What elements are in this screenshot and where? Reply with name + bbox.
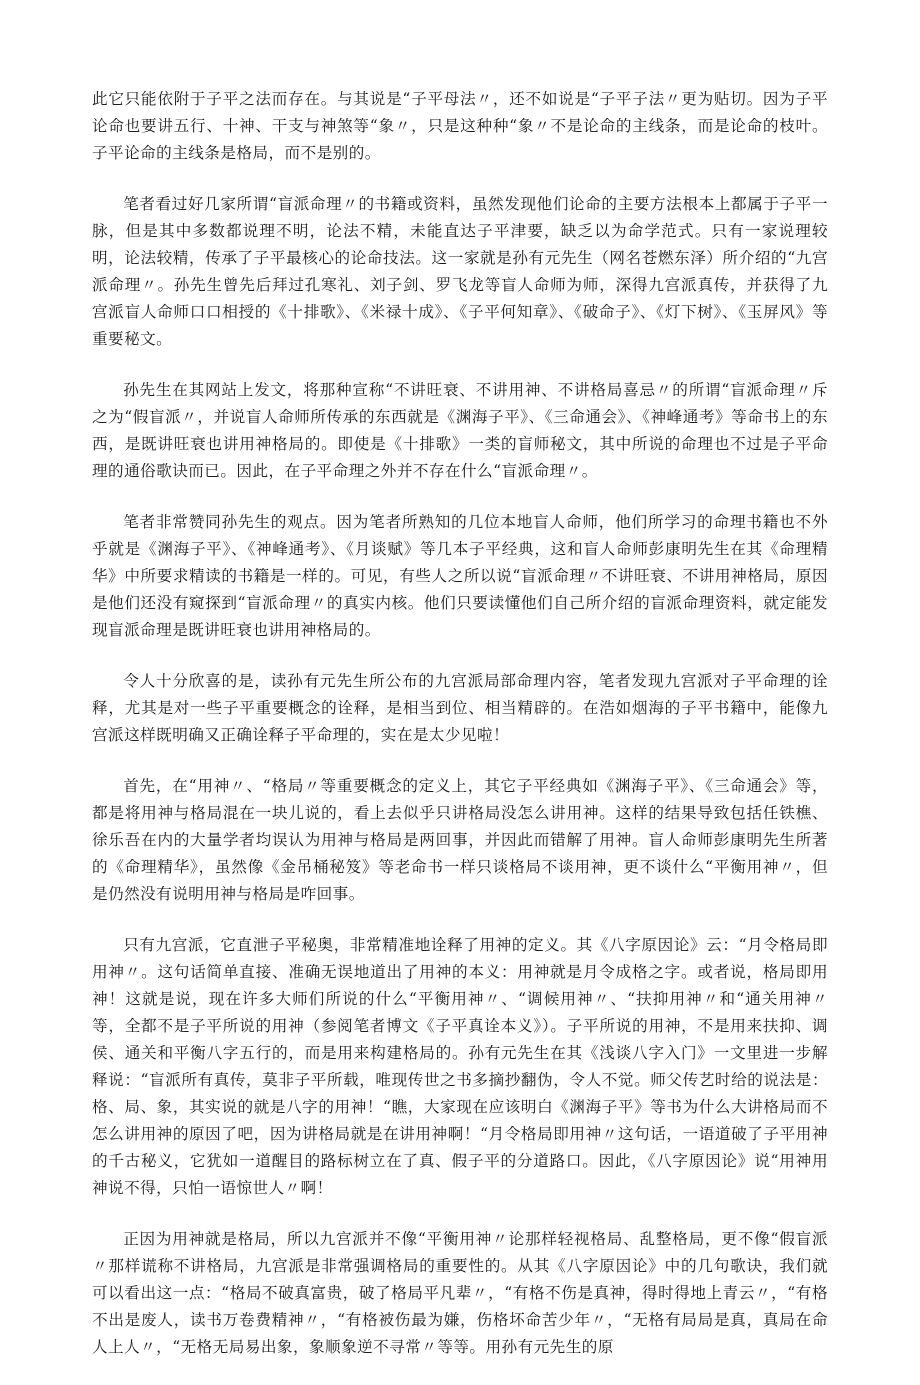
paragraph: 只有九宫派，它直泄子平秘奥，非常精准地诠释了用神的定义。其《八字原因论》云：“月令格局即用神〃。这句话简单直接、准确无误地道出了用神的本义：用神就是月令成格之字。或者说，格局即用神！这就是说，现在许多大师们所说的什么“平衡用神〃、“调候用神〃、“扶抑用神〃和“通关用神〃等，全都不是子平所说的用神（参阅笔者博文《子平真诠本义》）。子平所说的用神，不是用来扶抑、调侯、通关和平衡八字五行的，而是用来构建格局的。孙有元先生在其《浅谈八字入门》一文里进一步解释说：“盲派所有真传，莫非子平所载，唯现传世之书多摘抄翻伪，令人不觉。师父传艺时给的说法是：格、局、象，其实说的就是八字的用神！“瞧，大家现在应该明白《渊海子平》等书为什么大讲格局而不怎么讲用神的原因了吧，因为讲格局就是在讲用神啊！“月令格局即用神〃这句话，一语道破了子平用神的千古秘义，它犹如一道醒目的路标树立在了真、假子平的分道路口。因此，《八字原因论》说“用神用神说不得，只怕一语惊世人〃啊！ <box>92 936 828 1197</box>
paragraph: 笔者看过好几家所谓“盲派命理〃的书籍或资料，虽然发现他们论命的主要方法根本上都属于子平一脉，但是其中多数都说理不明，论法不精，未能直达子平津要，缺乏以为命学范式。只有一家说理较明，论法较精，传承了子平最核心的论命技法。这一家就是孙有元先生（网名苍燃东泽）所介绍的“九宫派命理〃。孙先生曾先后拜过孔寒礼、刘子剑、罗飞龙等盲人命师为师，深得九宫派真传，并获得了九宫派盲人命师口口相授的《十排歌》、《米禄十成》、《子平何知章》、《破命子》、《灯下树》、《玉屏风》等重要秘文。 <box>92 195 828 348</box>
paragraph: 令人十分欣喜的是，读孙有元先生所公布的九宫派局部命理内容，笔者发现九宫派对子平命理的诠释，尤其是对一些子平重要概念的诠释，是相当到位、相当精辟的。在浩如烟海的子平书籍中，能像九宫派这样既明确又正确诠释子平命理的，实在是太少见啦！ <box>92 672 828 744</box>
paragraph: 首先，在“用神〃、“格局〃等重要概念的定义上，其它子平经典如《渊海子平》、《三命通会》等，都是将用神与格局混在一块儿说的，看上去似乎只讲格局没怎么讲用神。这样的结果导致包括任铁樵、徐乐吾在内的大量学者均误认为用神与格局是两回事，并因此而错解了用神。盲人命师彭康明先生所著的《命理精华》，虽然像《金吊桶秘笈》等老命书一样只谈格局不谈用神，更不谈什么“平衡用神〃，但是仍然没有说明用神与格局是咋回事。 <box>92 777 828 903</box>
paragraph: 孙先生在其网站上发文，将那种宣称“不讲旺衰、不讲用神、不讲格局喜忌〃的所谓“盲派命理〃斥之为“假盲派〃，并说盲人命师所传承的东西就是《渊海子平》、《三命通会》、《神峰通考》等命书上的东西，是既讲旺衰也讲用神格局的。即使是《十排歌》一类的盲师秘文，其中所说的命理也不过是子平命理的通俗歌诀而已。因此，在子平命理之外并不存在什么“盲派命理〃。 <box>92 381 828 480</box>
article-body <box>92 86 828 1385</box>
paragraph: 正因为用神就是格局，所以九宫派并不像“平衡用神〃论那样轻视格局、乱整格局，更不像“假盲派〃那样谎称不讲格局，九宫派是非常强调格局的重要性的。从其《八字原因论》中的几句歌诀，我们就可以看出这一点：“格局不破真富贵，破了格局平凡辈〃，“有格不伤是真神，得时得地上青云〃，“有格不出是废人，读书万卷费精神〃，“有格被伤最为嫌，伤格坏命苦少年〃，“无格有局局是真，真局在命人上人〃，“无格无局易出象，象顺象逆不寻常〃等等。用孙有元先生的原 <box>92 1230 828 1356</box>
paragraph: 笔者非常赞同孙先生的观点。因为笔者所熟知的几位本地盲人命师，他们所学习的命理书籍也不外乎就是《渊海子平》、《神峰通考》、《月谈赋》等几本子平经典，这和盲人命师彭康明先生在其《命理精华》中所要求精读的书籍是一样的。可见，有些人之所以说“盲派命理〃不讲旺衰、不讲用神格局，原因是他们还没有窥探到“盲派命理〃的真实内核。他们只要读懂他们自己所介绍的盲派命理资料，就定能发现盲派命理是既讲旺衰也讲用神格局的。 <box>92 513 828 639</box>
paragraph: 此它只能依附于子平之法而存在。与其说是“子平母法〃，还不如说是“子平子法〃更为贴切。因为子平论命也要讲五行、十神、干支与神煞等“象〃，只是这种种“象〃不是论命的主线条，而是论命的枝叶。子平论命的主线条是格局，而不是别的。 <box>92 90 828 162</box>
